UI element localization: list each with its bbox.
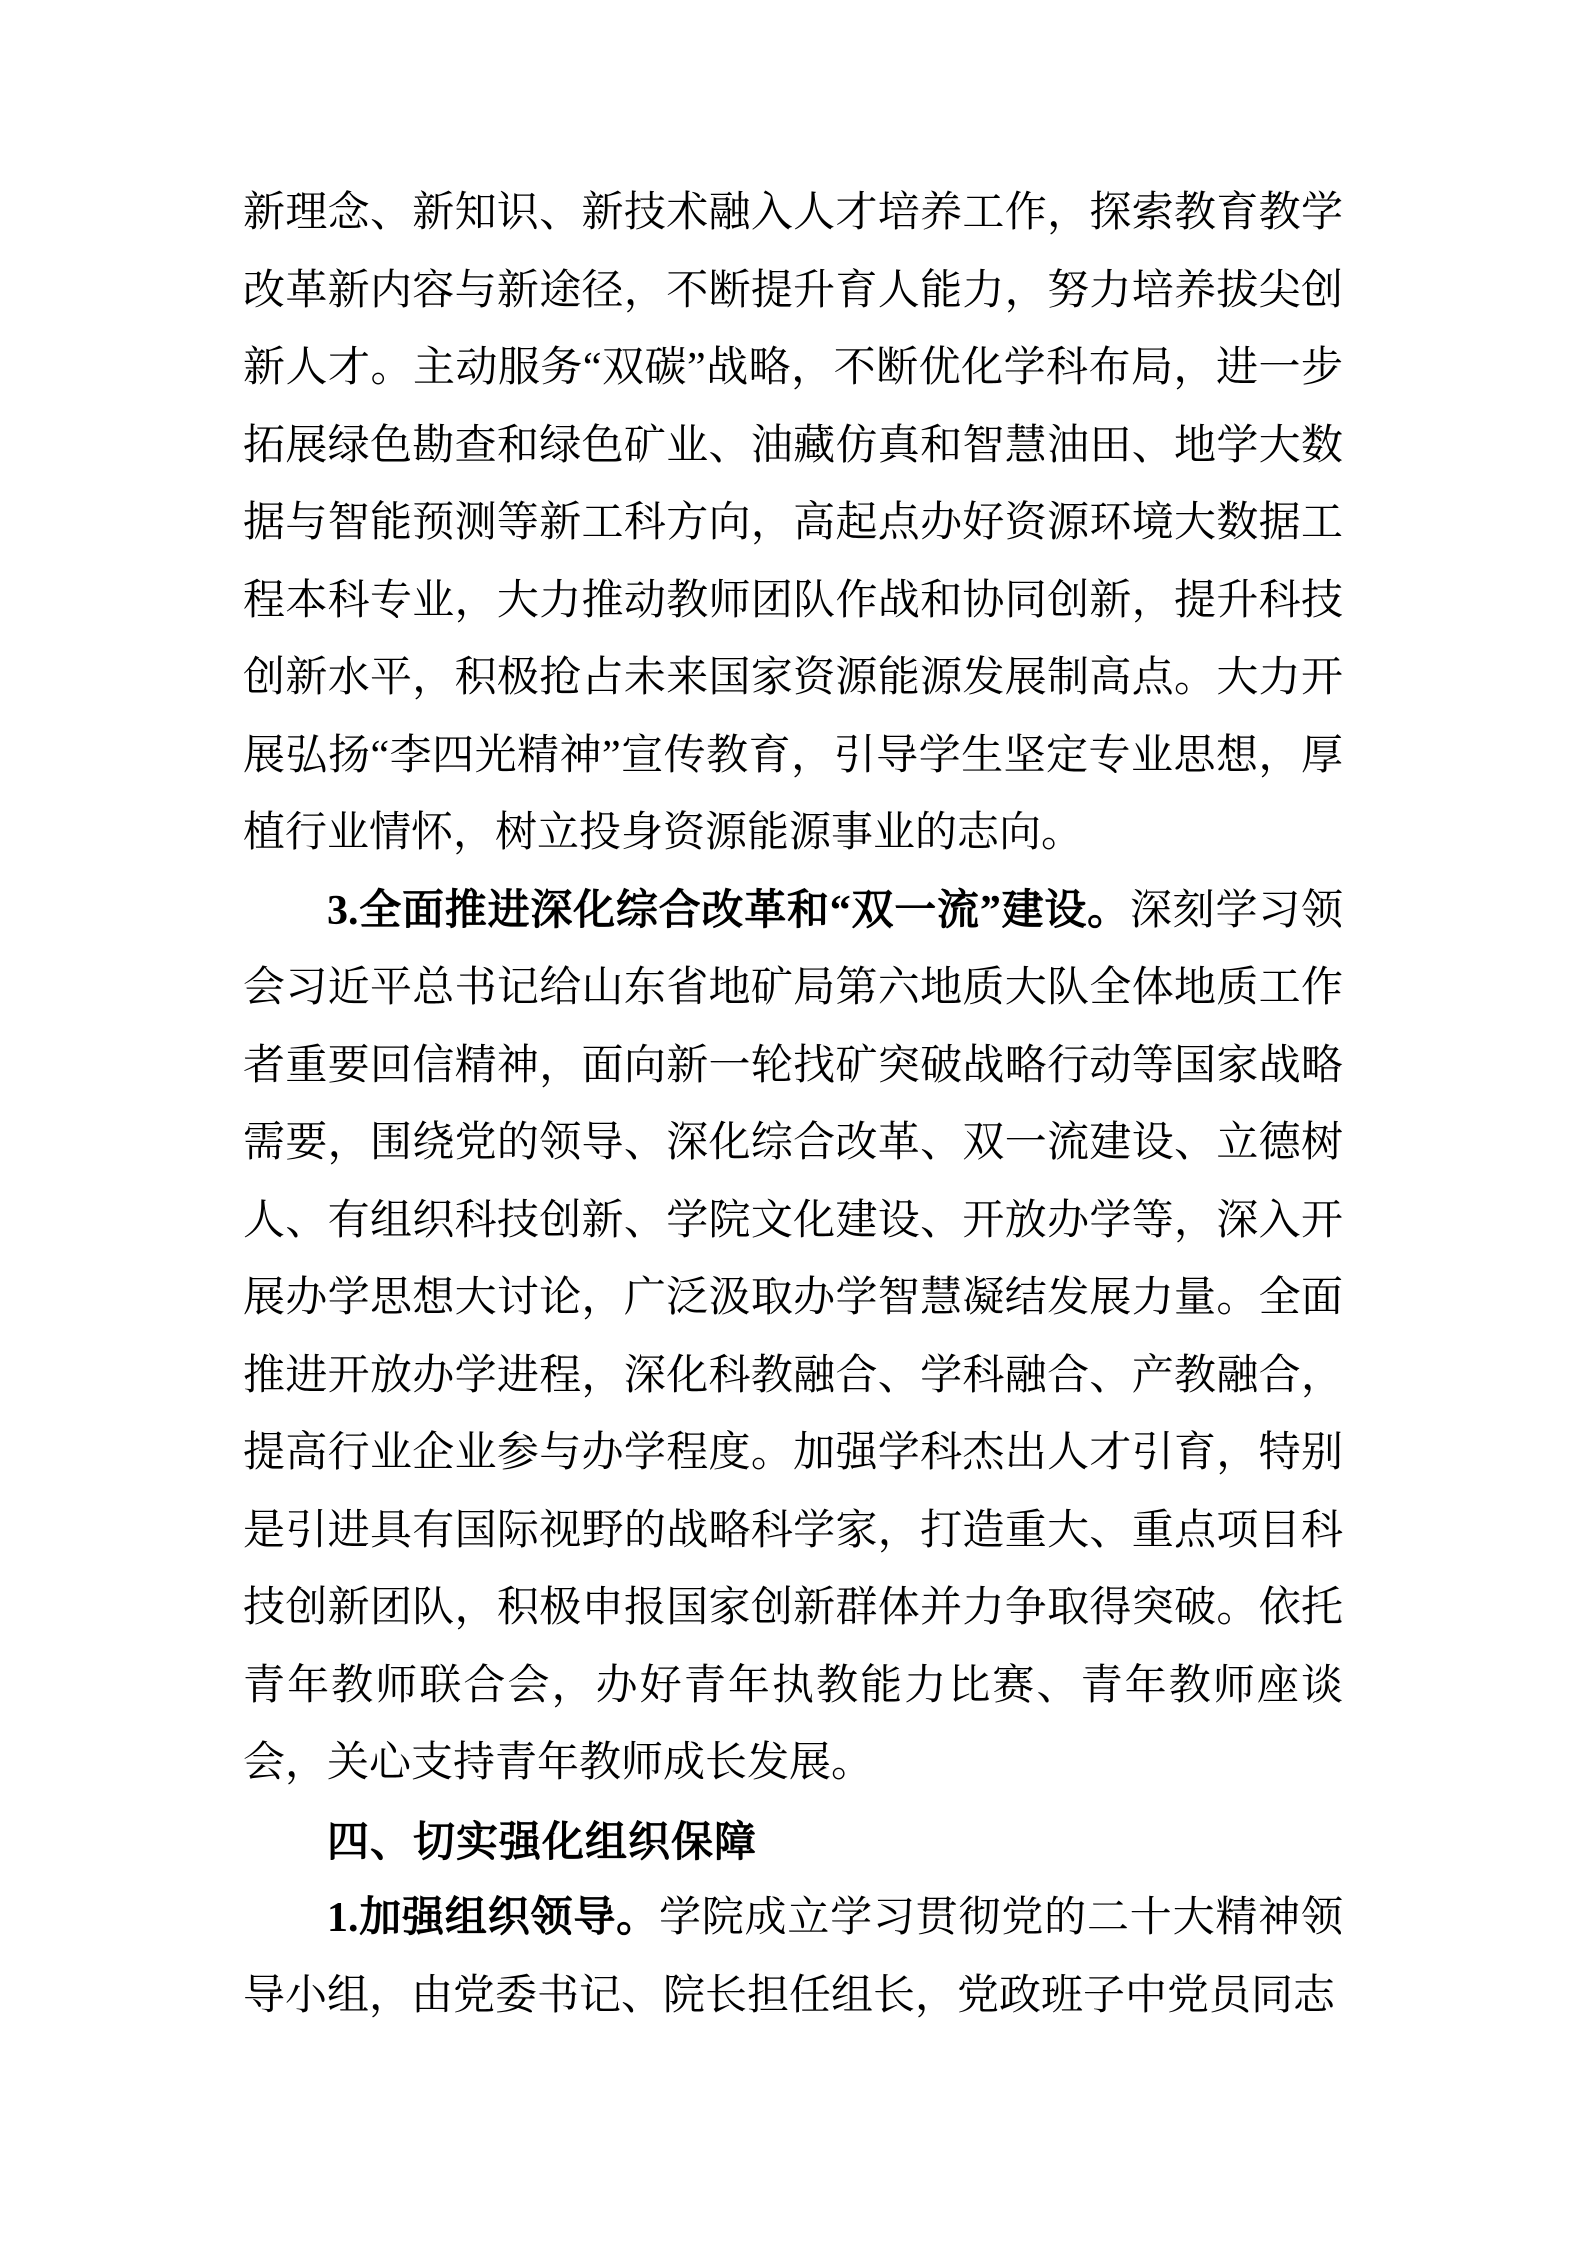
paragraph-body-continuation [243,175,1343,873]
section-heading-text: 四、切实强化组织保障 [327,1817,758,1865]
paragraph-text: 学院成立学习贯彻党的二十大精神领导小组，由党委书记、院长担任组长，党政班子中党员同志 [243,1895,1343,2019]
paragraph-numbered-item-3 [243,873,1343,1803]
document-text-block [243,175,1343,2035]
numbered-item-lead-bold: 3.全面推进深化综合改革和“双一流”建设。 [327,887,1130,934]
paragraph-text: 深刻学习领会习近平总书记给山东省地矿局第六地质大队全体地质工作者重要回信精神，面向新一轮找矿突破战略行动等国家战略需要，围绕党的领导、深化综合改革、双一流建设、立德树人、有组织科技创新、学院文化建设、开放办学等，深入开展办学思想大讨论，广泛汲取办学智慧凝结发展力量。全面推进开放办学进程，深化科教融合、学科融合、产教融合，提高行业企业参与办学程度。加强学科杰出人才引育，特别是引进具有国际视野的战略科学家，打造重大、重点项目科技创新团队，积极申报国家创新群体并力争取得突破。依托青年教师联合会，办好青年执教能力比赛、青年教师座谈会，关心支持青年教师成长发展。 [243,887,1343,1786]
paragraph-numbered-item-1 [243,1880,1343,2035]
numbered-item-lead-bold: 1.加强组织领导。 [327,1895,659,1941]
paragraph-text: 新理念、新知识、新技术融入人才培养工作，探索教育教学改革新内容与新途径，不断提升育人能力，努力培养拔尖创新人才。主动服务“双碳”战略，不断优化学科布局，进一步拓展绿色勘查和绿色矿业、油藏仿真和智慧油田、地学大数据与智能预测等新工科方向，高起点办好资源环境大数据工程本科专业，大力推动教师团队作战和协同创新，提升科技创新水平，积极抢占未来国家资源能源发展制高点。大力开展弘扬“李四光精神”宣传教育，引导学生坚定专业思想，厚植行业情怀，树立投身资源能源事业的志向。 [243,190,1343,856]
section-heading-four [243,1803,1343,1881]
